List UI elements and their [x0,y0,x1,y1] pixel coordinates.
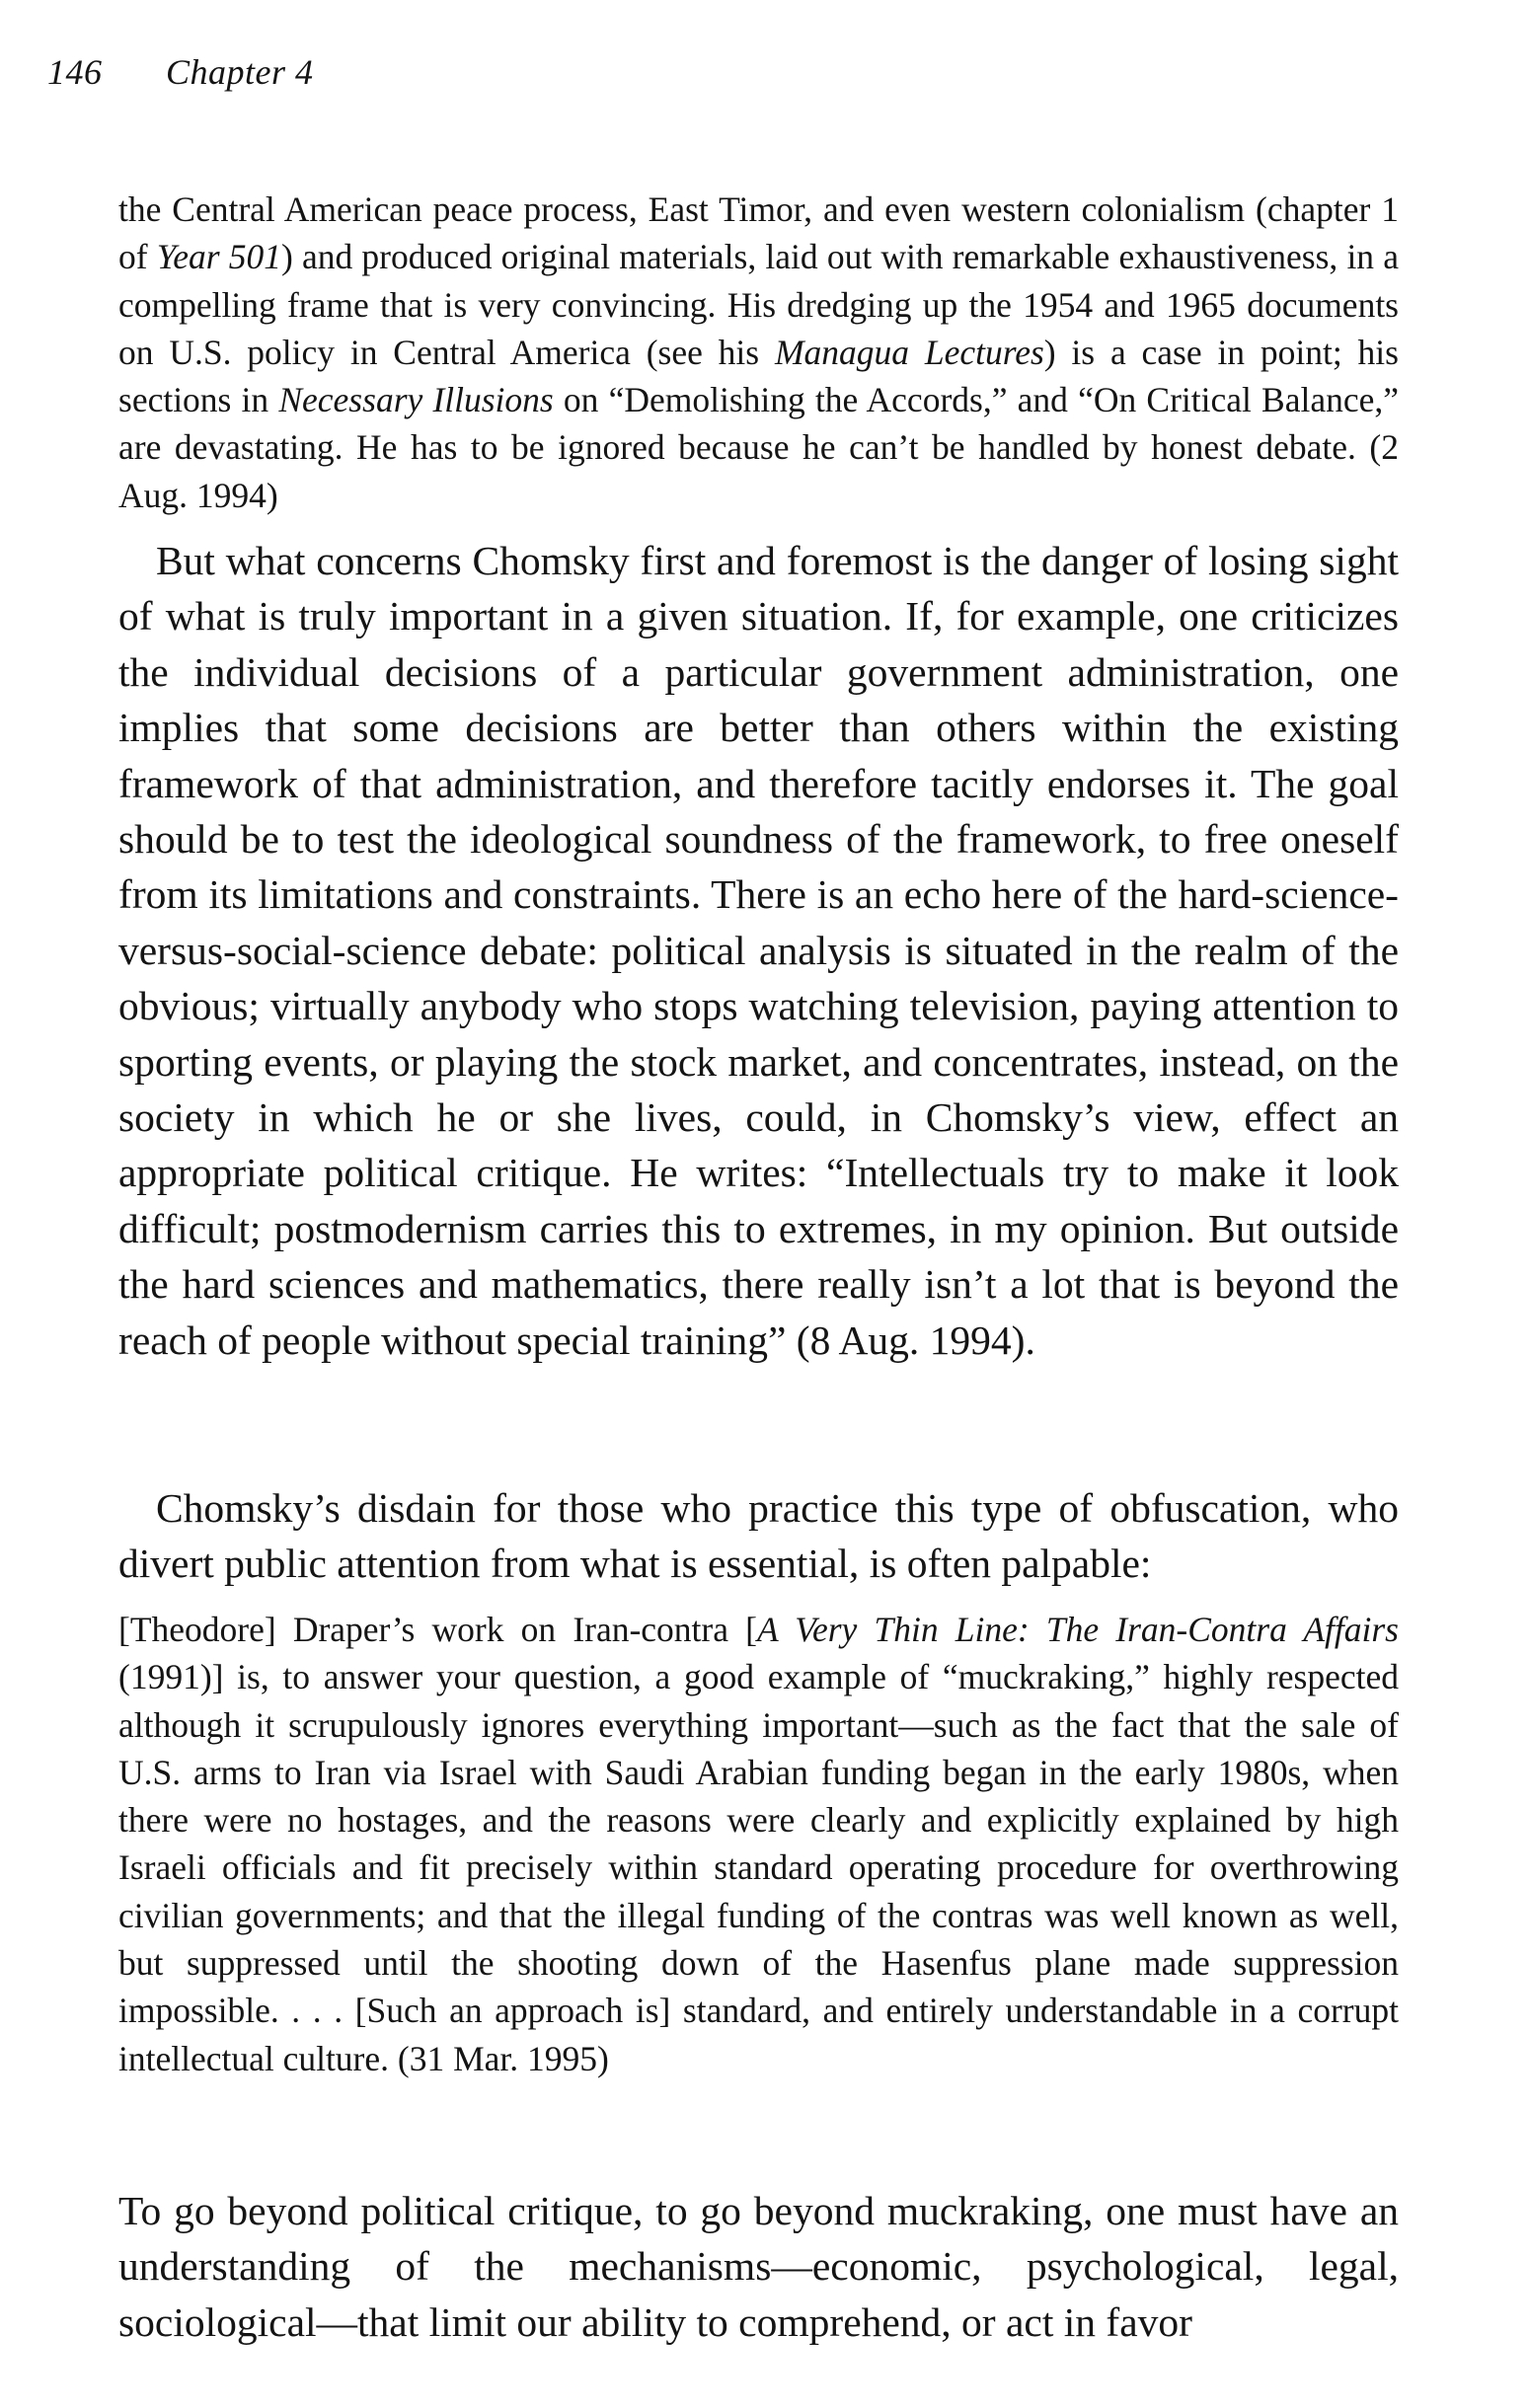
running-header [47,51,314,93]
chapter-title: Chapter 4 [166,52,314,92]
quote1-text-a: the Central American peace process, East Timor, and even western colonialism (chapter 1 of [118,189,1399,277]
body-paragraph-1-text: But what concerns Chomsky first and foremost is the danger of losing sight of what is truly important in a given situation. If, for example, one criticizes the individual decisions of a particular government administration, one implies that some decisions are better than others within the existing framework of that administration, and therefore tacitly endorses it. The goal should be to test the ideological soundness of the framework, to free oneself from its limitations and constraints. There is an echo here of the hard-science-versus-social-science debate: political analysis is situated in the realm of the obvious; virtually anybody who stops watching television, paying attention to sporting events, or playing the stock market, and concentrates, instead, on the society in which he or she lives, could, in Chomsky’s view, effect an appropriate political critique. He writes: “Intellectuals try to make it look difficult; postmodernism carries this to extremes, in my opinion. But outside the hard sciences and mathematics, there really isn’t a lot that is beyond the reach of people without special training” (8 Aug. 1994). [118,538,1399,1363]
quote2-text-a: [Theodore] Draper’s work on Iran-contra [ [118,1610,757,1649]
body-paragraph-2-text: Chomsky’s disdain for those who practice this type of obfuscation, who divert public attention from what is essential, is often palpable: [118,1485,1399,1587]
body-paragraph-3-text: To go beyond political critique, to go beyond muckraking, one must have an understanding of the mechanisms—economic, psychological, legal, sociological—that limit our ability to comprehend, or act in favor [118,2188,1399,2345]
block-quote-1-text [118,186,1399,519]
block-quote-2-text [118,1606,1399,2082]
quote2-text-b: (1991)] is, to answer your question, a good example of “muckraking,” highly respected although it scrupulously ignores everything important—such as the fact that the sale of U.S. arms to Iran via Israel with Saudi Arabian funding began in the early 1980s, when there were no hostages, and the reasons were clearly and explicitly explained by high Israeli officials and fit precisely within standard operating procedure for overthrowing civilian governments; and that the illegal funding of the contras was well known as well, but suppressed until the shooting down of the Hasenfus plane made suppression impossible. . . . [Such an approach is] standard, and entirely understandable in a corrupt intellectual culture. (31 Mar. 1995) [118,1657,1399,2078]
quote2-title: A Very Thin Line: The Iran-Contra Affairs [757,1610,1399,1649]
block-quote-1 [118,186,1399,519]
quote1-text-c: ) is a case in point; his sections in [118,332,1399,420]
page-number: 146 [47,52,103,92]
quote1-title-managua-lectures: Managua Lectures [774,332,1044,372]
body-paragraph-2 [118,1480,1399,1592]
quote1-title-year-501: Year 501 [156,237,281,277]
quote1-text-d: on “Demolishing the Accords,” and “On Critical Balance,” are devastating. He has to be ignored because he can’t be handled by honest debate. (2 Aug. 1994) [118,380,1400,515]
block-quote-2 [118,1606,1399,2082]
body-paragraph-3 [118,2183,1399,2350]
quote1-text-b: ) and produced original materials, laid out with remarkable exhaustiveness, in a compelling frame that is very convincing. His dredging up the 1954 and 1965 documents on U.S. policy in Central America (see his [118,237,1399,372]
quote1-title-necessary-illusions: Necessary Illusions [278,380,554,420]
body-paragraph-1 [118,533,1399,1368]
